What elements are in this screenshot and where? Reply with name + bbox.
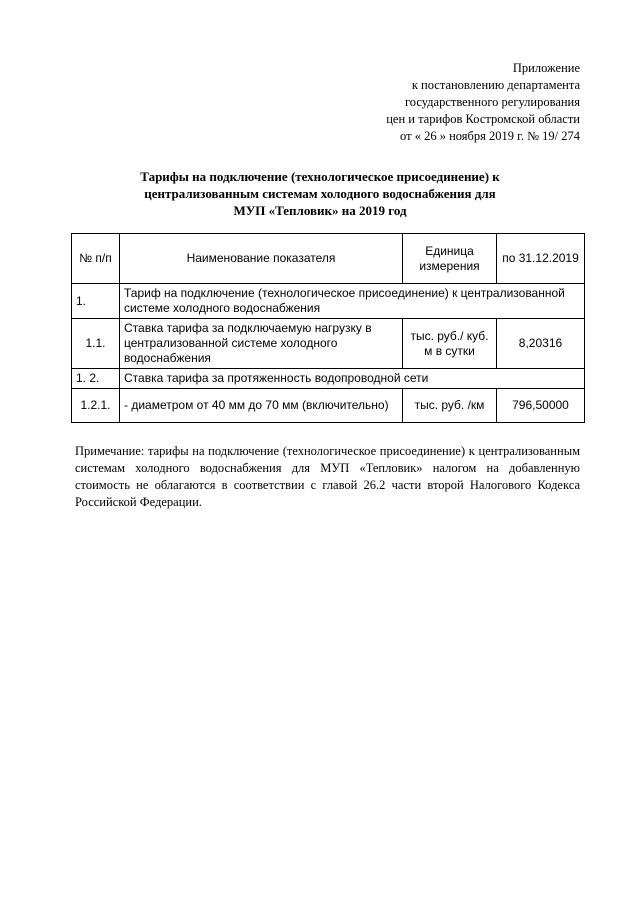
appendix-line: Приложение (512, 61, 580, 75)
title-line: Тарифы на подключение (технологическое присоединение) к (140, 169, 500, 184)
table-row (72, 389, 585, 423)
row-name: Ставка тарифа за подключаемую нагрузку в централизованной системе холодного водоснабжения (120, 319, 403, 369)
row-unit: тыс. руб./ куб. м в сутки (403, 319, 497, 369)
appendix-header (250, 60, 580, 145)
row-number: 1. 2. (72, 369, 120, 389)
table-row (72, 369, 585, 389)
row-name: Ставка тарифа за протяженность водопроводной сети (120, 369, 585, 389)
row-number: 1. (72, 284, 120, 319)
header-number: № п/п (72, 234, 120, 284)
footnote: Примечание: тарифы на подключение (технологическое присоединение) к централизованным системам холодного водоснабжения для МУП «Тепловик» налогом на добавленную стоимость не облагаются в соответствии с главой 26.2 части второй Налогового Кодекса Российской Федерации. (75, 443, 580, 509)
appendix-line: к постановлению департамента (411, 78, 580, 92)
row-number: 1.1. (72, 319, 120, 369)
document-title (80, 168, 560, 219)
appendix-line: цен и тарифов Костромской области (386, 112, 580, 126)
row-value: 8,20316 (497, 319, 585, 369)
row-name: Тариф на подключение (технологическое присоединение) к централизованной системе холодного водоснабжения (120, 284, 585, 319)
row-value: 796,50000 (497, 389, 585, 423)
tariff-table (71, 233, 585, 423)
table-row (72, 319, 585, 369)
appendix-line: государственного регулирования (404, 95, 580, 109)
table-row (72, 284, 585, 319)
header-unit: Единица измерения (403, 234, 497, 284)
row-number: 1.2.1. (72, 389, 120, 423)
title-line: централизованным системам холодного водоснабжения для (144, 186, 496, 201)
table-header-row (72, 234, 585, 284)
header-name: Наименование показателя (120, 234, 403, 284)
header-value: по 31.12.2019 (497, 234, 585, 284)
row-unit: тыс. руб. /км (403, 389, 497, 423)
title-line: МУП «Тепловик» на 2019 год (233, 203, 407, 218)
row-name: - диаметром от 40 мм до 70 мм (включительно) (120, 389, 403, 423)
appendix-date-line: от « 26 » ноября 2019 г. № 19/ 274 (400, 129, 580, 143)
